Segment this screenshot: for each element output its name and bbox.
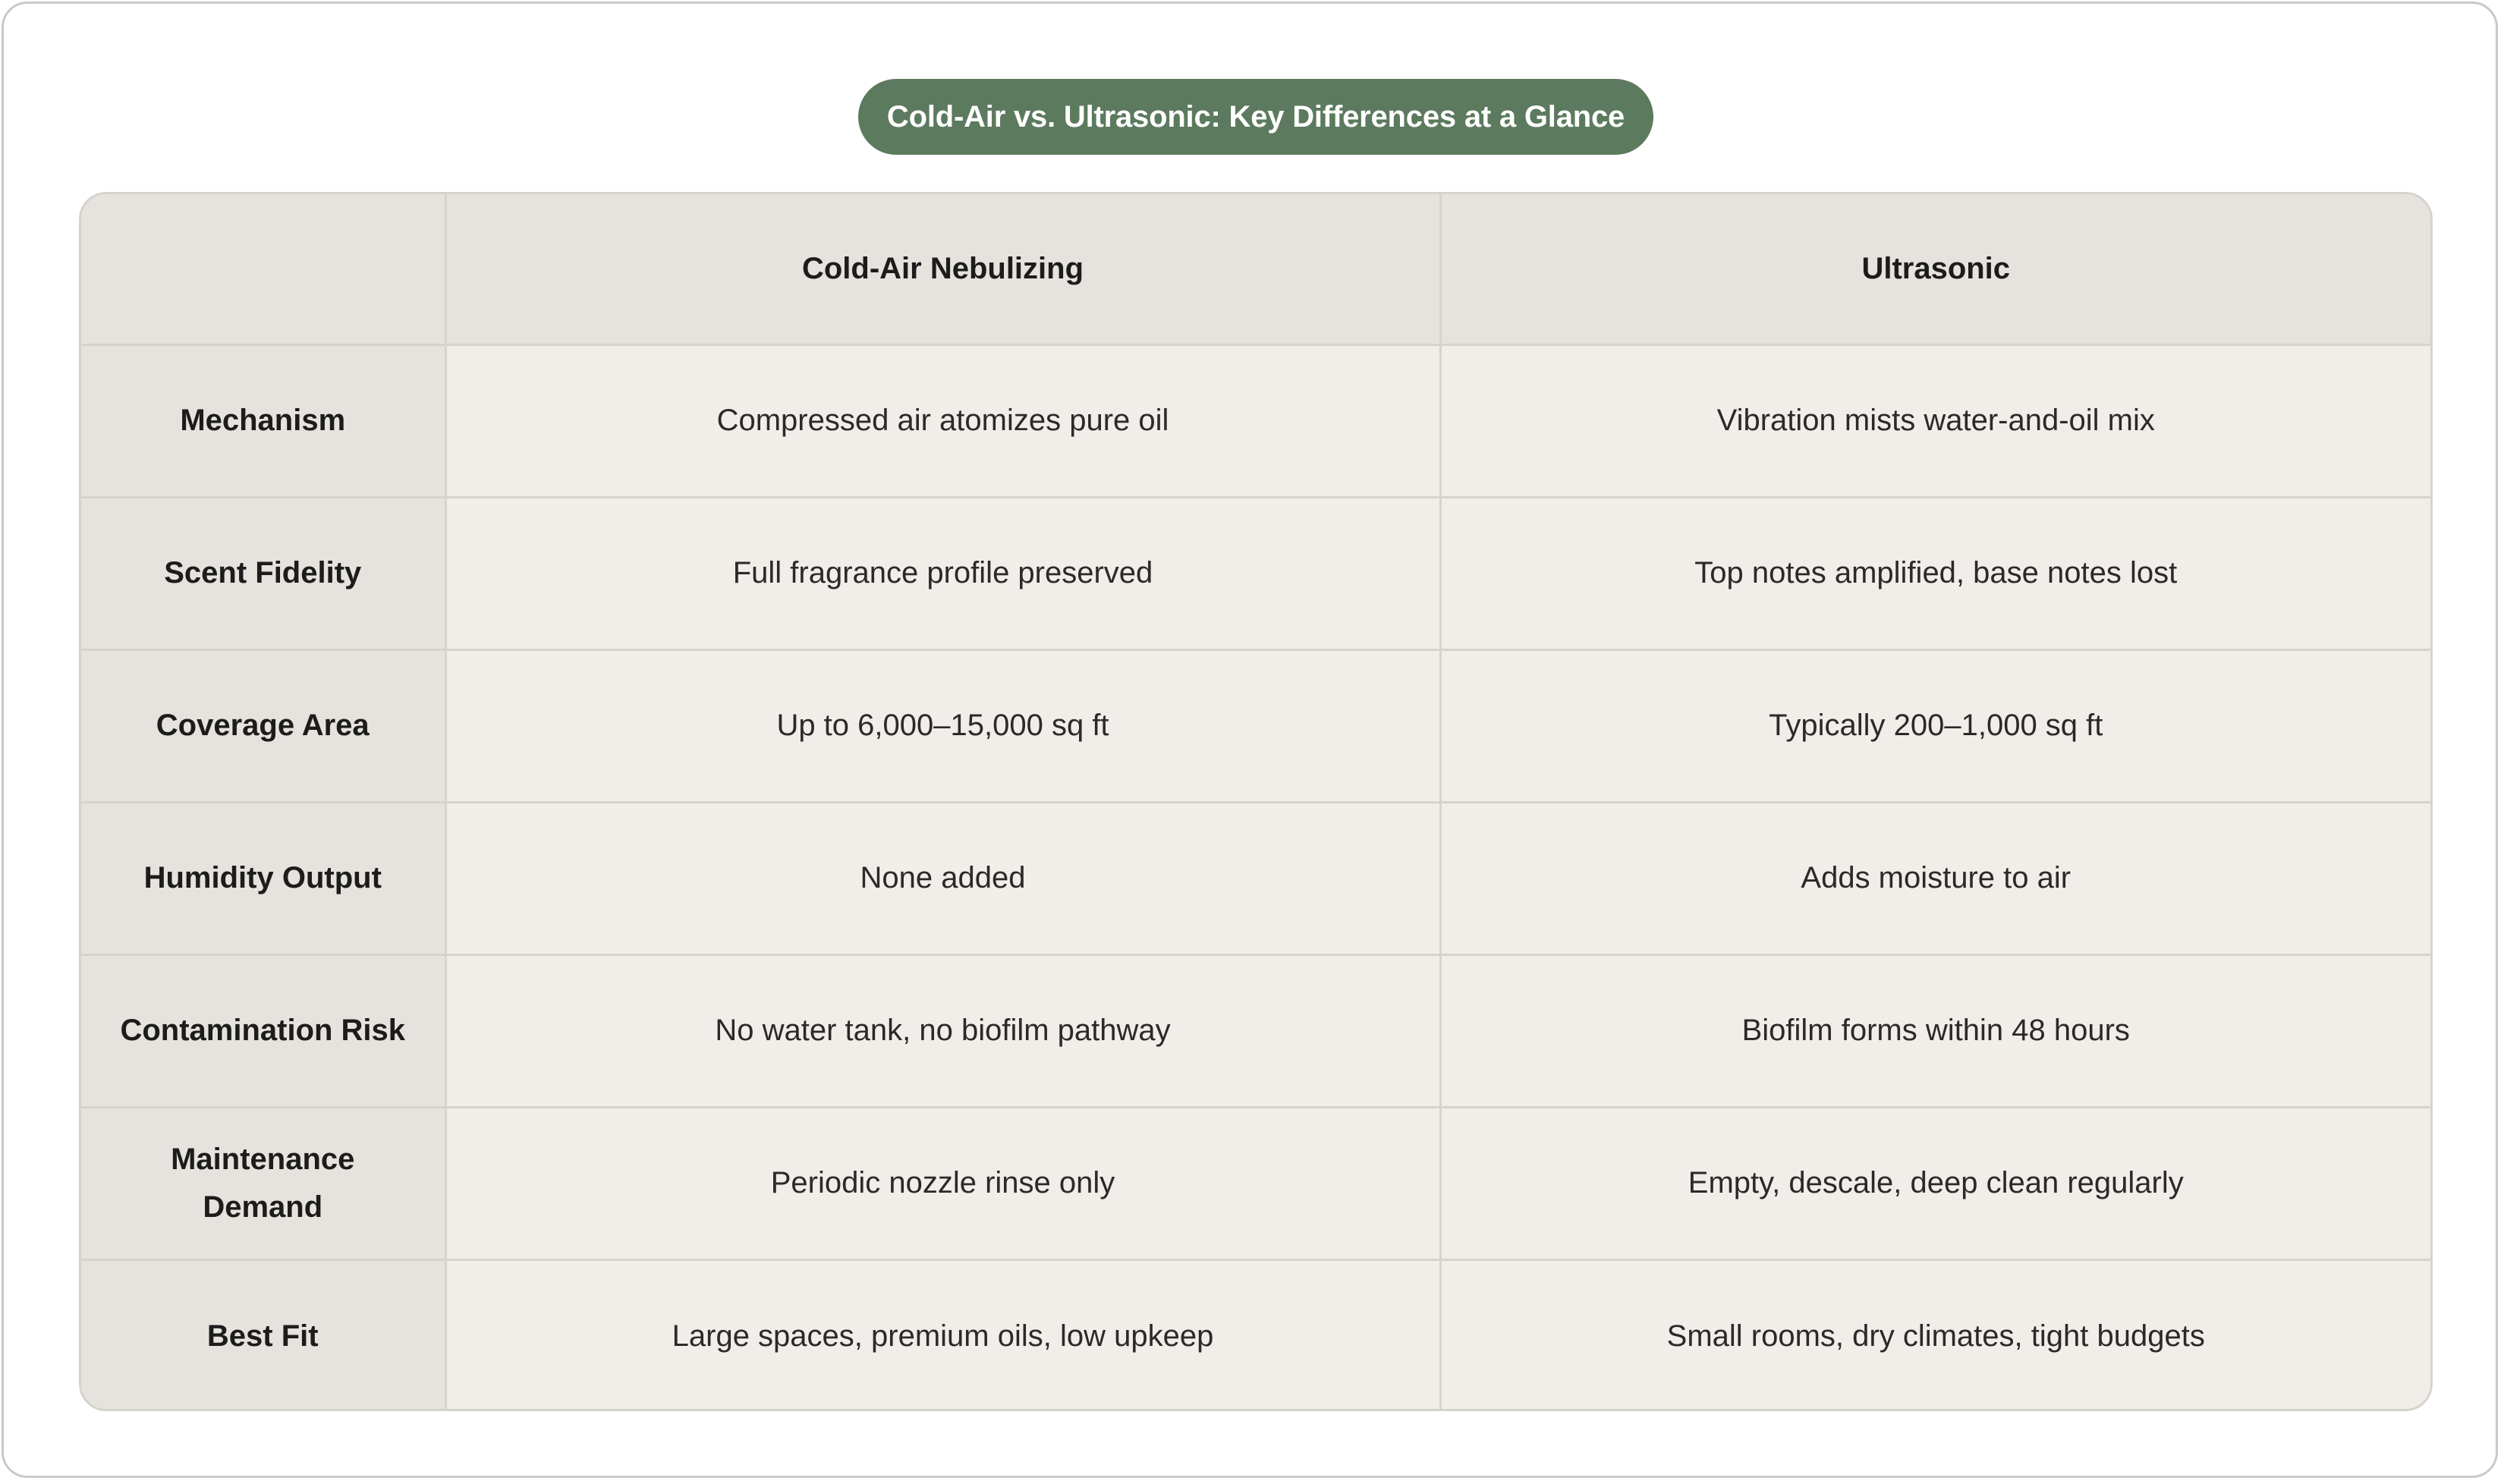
table-header-row	[81, 194, 2430, 344]
ultrasonic-cell: Top notes amplified, base notes lost	[1440, 497, 2430, 649]
ultrasonic-cell: Adds moisture to air	[1440, 802, 2430, 954]
row-label: Mechanism	[81, 344, 445, 497]
cold-air-cell: Full fragrance profile preserved	[445, 497, 1440, 649]
page-frame	[2, 2, 2498, 1478]
cold-air-cell: Up to 6,000–15,000 sq ft	[445, 649, 1440, 802]
row-label: Contamination Risk	[81, 954, 445, 1107]
ultrasonic-cell: Biofilm forms within 48 hours	[1440, 954, 2430, 1107]
page-title: Cold-Air vs. Ultrasonic: Key Differences at a Glance	[858, 79, 1653, 155]
row-label: Humidity Output	[81, 802, 445, 954]
table-row	[81, 1259, 2430, 1411]
row-label: Scent Fidelity	[81, 497, 445, 649]
comparison-table-container	[79, 192, 2433, 1411]
cold-air-cell: No water tank, no biofilm pathway	[445, 954, 1440, 1107]
row-label: Best Fit	[81, 1259, 445, 1411]
ultrasonic-cell: Small rooms, dry climates, tight budgets	[1440, 1259, 2430, 1411]
ultrasonic-cell: Typically 200–1,000 sq ft	[1440, 649, 2430, 802]
table-row	[81, 344, 2430, 497]
cold-air-cell: Periodic nozzle rinse only	[445, 1107, 1440, 1259]
row-label: Coverage Area	[81, 649, 445, 802]
corner-header-cell	[81, 194, 445, 344]
column-header-ultrasonic: Ultrasonic	[1440, 194, 2430, 344]
ultrasonic-cell: Vibration mists water-and-oil mix	[1440, 344, 2430, 497]
cold-air-cell: None added	[445, 802, 1440, 954]
ultrasonic-cell: Empty, descale, deep clean regularly	[1440, 1107, 2430, 1259]
table-row	[81, 954, 2430, 1107]
table-row	[81, 649, 2430, 802]
cold-air-cell: Large spaces, premium oils, low upkeep	[445, 1259, 1440, 1411]
column-header-cold-air: Cold-Air Nebulizing	[445, 194, 1440, 344]
cold-air-cell: Compressed air atomizes pure oil	[445, 344, 1440, 497]
row-label: Maintenance Demand	[81, 1107, 445, 1259]
table-row	[81, 497, 2430, 649]
table-row	[81, 1107, 2430, 1259]
comparison-table	[81, 194, 2430, 1411]
table-row	[81, 802, 2430, 954]
